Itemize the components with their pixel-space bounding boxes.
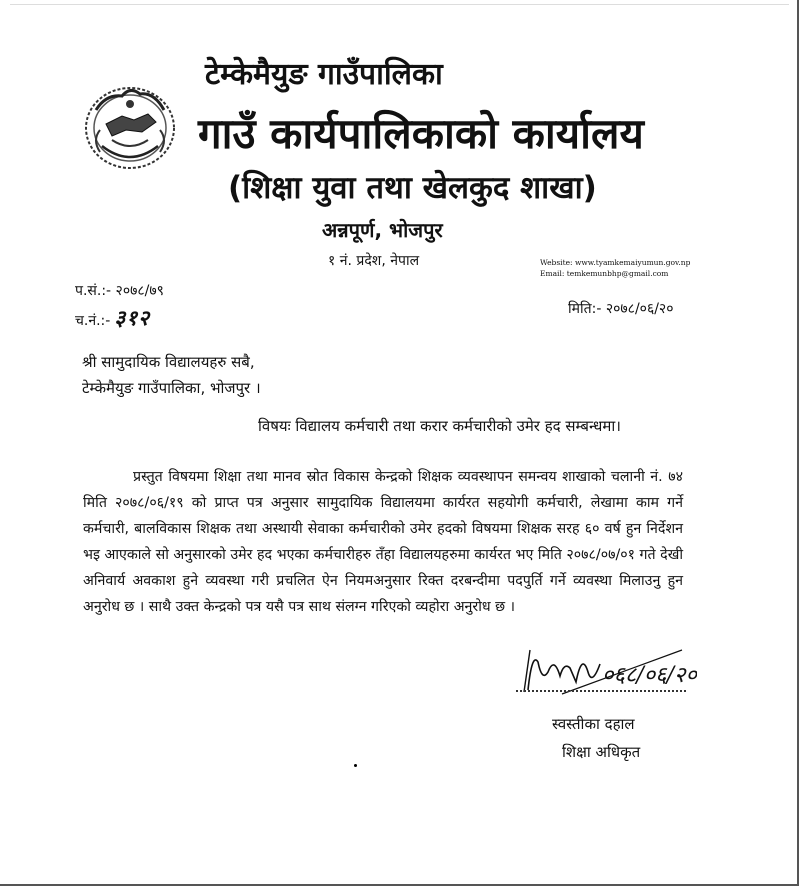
signatory-title: शिक्षा अधिकृत — [562, 743, 641, 761]
cn-value: ३१२ — [114, 305, 151, 330]
cn-number — [75, 304, 150, 332]
ps-number: प.सं.:- २०७८/७९ — [75, 283, 164, 299]
province: १ नं. प्रदेश, नेपाल — [328, 253, 420, 269]
handwritten-signature — [522, 642, 697, 702]
addressee-line-2: टेम्केमैयुङ गाउँपालिका, भोजपुर । — [82, 379, 261, 397]
subject-line: विषयः विद्यालय कर्मचारी तथा करार कर्मचारीको उमेर हद सम्बन्धमा। — [258, 417, 621, 435]
cn-prefix: च.नं.:- — [75, 313, 111, 329]
signature-dotted-line — [516, 690, 686, 692]
contact-block — [540, 257, 690, 279]
body-text: प्रस्तुत विषयमा शिक्षा तथा मानव स्रोत विकास केन्द्रको शिक्षक व्यवस्थापन समन्वय शाखाको चलानी नं. ७४ मिति २०७८/०६/१९ को प्राप्त पत्र अनुसार सामुदायिक विद्यालयमा कार्यरत सहयोगी कर्मचारी, लेखामा काम गर्ने कर्मचारी, बालविकास शिक्षक तथा अस्थायी सेवाका कर्मचारीको उमेर हदको विषयमा शिक्षक सरह ६० वर्ष हुन निर्देशन भइ आएकाले सो अनुसारको उमेर हद भएका कर्मचारीहरु तँहा विद्यालयहरुमा कार्यरत भए मिति २०७८/०७/०१ गते देखी अनिवार्य अवकाश हुने व्यवस्था गरी प्रचलित ऐन नियमअनुसार रिक्त दरबन्दीमा पदपुर्ति गर्ने व्यवस्था मिलाउनु हुन अनुरोध छ । साथै उक्त केन्द्रको पत्र यसै पत्र साथ संलग्न गरिएको व्यहोरा अनुरोध छ । — [83, 469, 683, 615]
signatory-name: स्वस्तीका दहाल — [552, 715, 635, 733]
branch-name: (शिक्षा युवा तथा खेलकुद शाखा) — [228, 170, 597, 206]
office-address: अन्नपूर्ण, भोजपुर — [322, 218, 443, 242]
office-name: गाउँ कार्यपालिकाको कार्यालय — [198, 109, 644, 158]
top-rule — [10, 4, 789, 5]
letter-date: मिति:- २०७८/०६/२० — [568, 301, 674, 317]
nepal-emblem-icon — [82, 80, 178, 172]
municipality-name: टेम्केमैयुङ गाउँपालिका — [205, 57, 443, 92]
website: Website: www.tyamkemaiyumun.gov.np — [540, 258, 691, 267]
ink-speck — [354, 764, 357, 767]
signature-date: ०६८/०६/२० — [602, 663, 697, 688]
addressee-line-1: श्री सामुदायिक विद्यालयहरु सबै, — [82, 353, 255, 371]
body-paragraph — [83, 464, 683, 620]
email: Email: temkemunbhp@gmail.com — [540, 269, 669, 278]
